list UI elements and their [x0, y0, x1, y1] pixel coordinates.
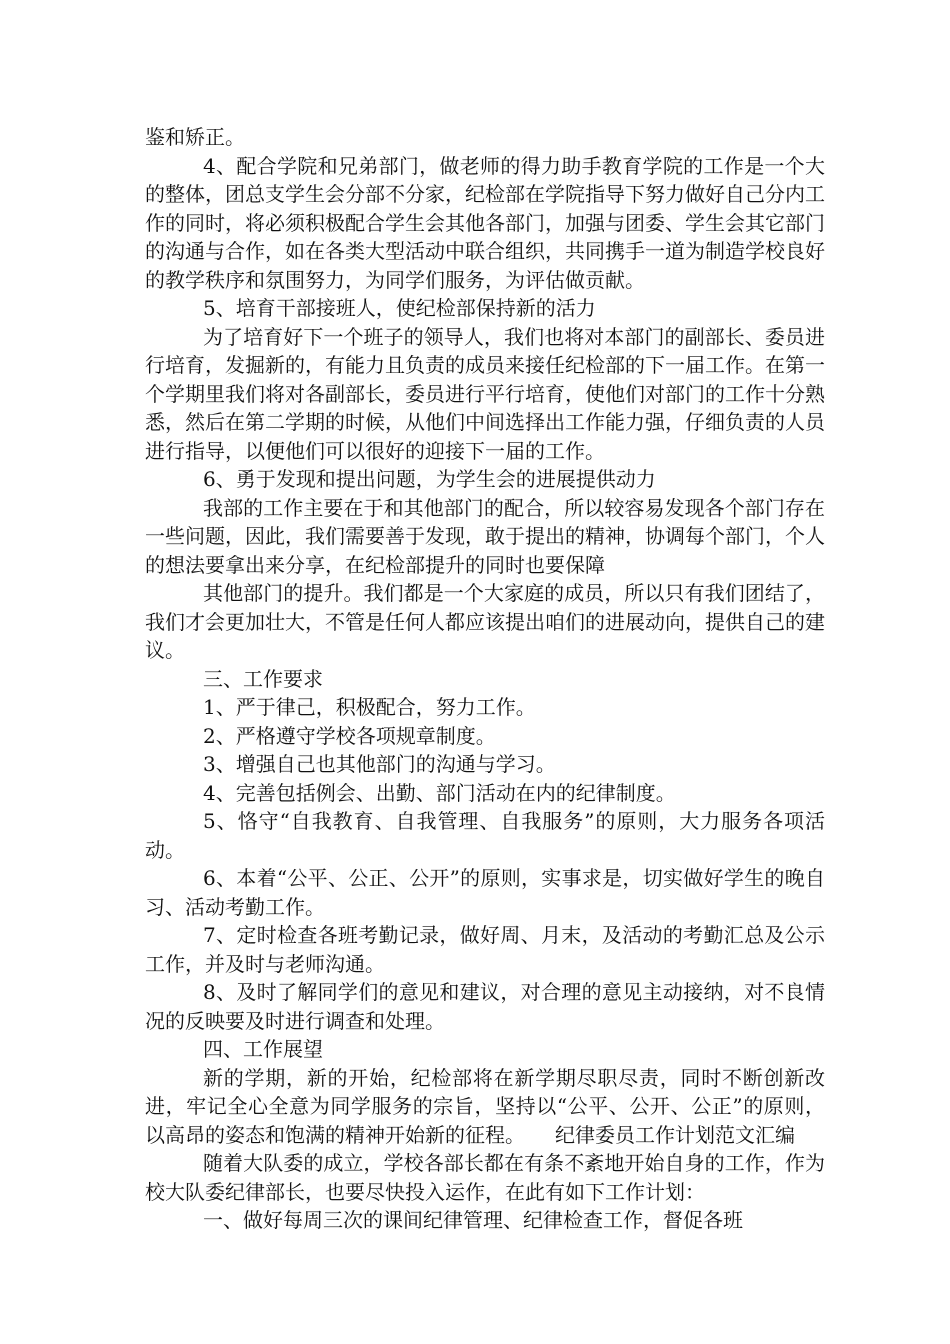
requirement-item-5: 5、恪守“自我教育、自我管理、自我服务”的原则，大力服务各项活动。	[145, 809, 825, 862]
paragraph-problems-heading: 6、勇于发现和提出问题，为学生会的进展提供动力	[203, 467, 656, 491]
requirement-item-8: 8、及时了解同学们的意见和建议，对合理的意见主动接纳，对不良情况的反映要及时进行调查和处理。	[145, 980, 825, 1033]
section-heading-requirements: 三、工作要求	[203, 666, 323, 691]
paragraph-outlook: 新的学期，新的开始，纪检部将在新学期尽职尽责，同时不断创新改进，牢记全心全意为同学服务的宗旨，坚持以“公平、公开、公正”的原则，以高昂的姿态和饱满的精神开始新的征程。 纪律委员工作计划范文汇编	[145, 1065, 825, 1147]
requirement-item-7: 7、定时检查各班考勤记录，做好周、月末，及活动的考勤汇总及公示工作，并及时与老师沟通。	[145, 923, 825, 976]
requirement-item-2: 2、严格遵守学校各项规章制度。	[203, 723, 496, 748]
paragraph-brigade: 随着大队委的成立，学校各部长都在有条不紊地开始自身的工作，作为校大队委纪律部长，也要尽快投入运作，在此有如下工作计划：	[145, 1151, 825, 1204]
paragraph-successor-heading: 5、培育干部接班人，使纪检部保持新的活力	[203, 296, 596, 320]
requirement-item-4: 4、完善包括例会、出勤、部门活动在内的纪律制度。	[203, 780, 676, 805]
paragraph-problems-body: 我部的工作主要在于和其他部门的配合，所以较容易发现各个部门存在一些问题，因此，我们需要善于发现，敢于提出的精神，协调每个部门，个人的想法要拿出来分享，在纪检部提升的同时也要保障	[145, 495, 825, 577]
paragraph-successor-body: 为了培育好下一个班子的领导人，我们也将对本部门的副部长、委员进行培育，发掘新的，有能力且负责的成员来接任纪检部的下一届工作。在第一个学期里我们将对各副部长，委员进行平行培育，使他们对部门的工作十分熟悉，然后在第二学期的时候，从他们中间选择出工作能力强，仔细负责的人员进行指导，以便他们可以很好的迎接下一届的工作。	[145, 324, 825, 463]
paragraph-problems-cont: 其他部门的提升。我们都是一个大家庭的成员，所以只有我们团结了，我们才会更加壮大，不管是任何人都应该提出咱们的进展动向，提供自己的建议。	[145, 581, 825, 662]
section-heading-outlook: 四、工作展望	[203, 1037, 323, 1061]
paragraph-plan-item-1: 一、做好每周三次的课间纪律管理、纪律检查工作，督促各班	[203, 1208, 743, 1232]
document-body	[145, 123, 825, 1235]
requirement-item-1: 1、严于律己，积极配合，努力工作。	[203, 695, 536, 719]
requirement-item-6: 6、本着“公平、公正、公开”的原则，实事求是，切实做好学生的晚自习、活动考勤工作。	[145, 866, 825, 919]
paragraph-cooperation: 4、配合学院和兄弟部门，做老师的得力助手教育学院的工作是一个大的整体，团总支学生会分部不分家，纪检部在学院指导下努力做好自己分内工作的同时，将必须积极配合学生会其他各部门，加强与团委、学生会其它部门的沟通与合作，如在各类大型活动中联合组织，共同携手一道为制造学校良好的教学秩序和氛围努力，为同学们服务，为评估做贡献。	[145, 153, 825, 292]
paragraph-1: 鉴和矫正。	[145, 125, 245, 149]
requirement-item-3: 3、增强自己也其他部门的沟通与学习。	[203, 752, 556, 776]
